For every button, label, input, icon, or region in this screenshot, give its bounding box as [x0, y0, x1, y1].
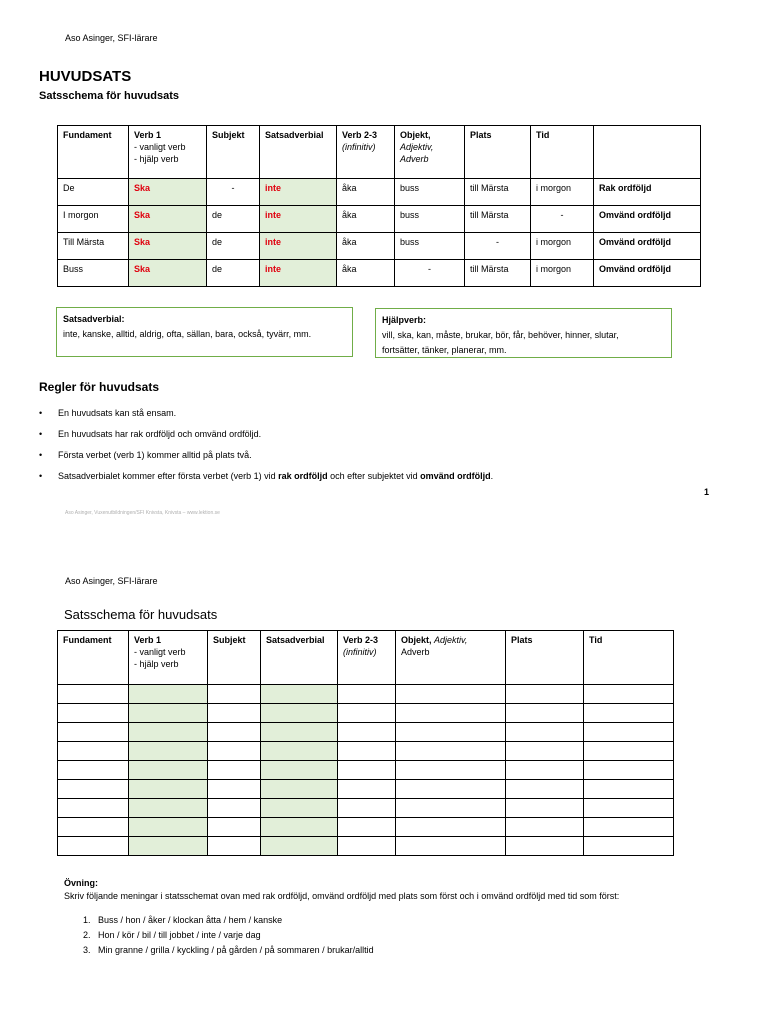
empty-cell: [584, 704, 674, 723]
empty-cell: [396, 780, 506, 799]
empty-cell: [396, 685, 506, 704]
list-item: • En huvudsats har rak ordföljd och omvänd ordföljd.: [39, 428, 719, 449]
cell-tid: i morgon: [531, 233, 594, 260]
item-number: 2.: [83, 930, 91, 940]
cell-satsadverbial: inte: [260, 233, 337, 260]
cell-plats: -: [465, 233, 531, 260]
list-item: [83, 914, 743, 929]
satsadverbial-box: [56, 307, 353, 357]
cell-satsadverbial: inte: [260, 260, 337, 287]
cell-verb1: Ska: [129, 206, 207, 233]
list-item: • En huvudsats kan stå ensam.: [39, 407, 719, 428]
author-line: Aso Asinger, SFI-lärare: [65, 33, 158, 43]
table-row: [58, 818, 674, 837]
empty-cell: [584, 685, 674, 704]
cell-objekt: buss: [395, 206, 465, 233]
satsadverbial-box-text: inte, kanske, alltid, aldrig, ofta, sällan, bara, också, tyvärr, mm.: [63, 329, 312, 339]
table-row: [58, 206, 701, 233]
header-objekt-note: Adjektiv,: [434, 635, 468, 645]
table-row: [58, 685, 674, 704]
empty-cell: [58, 780, 129, 799]
header-plats: Plats: [506, 631, 584, 685]
page-footer: Aso Asinger, Vuxenutbildningen/SFI Knivsta, Knivsta – www.lektion.se: [65, 510, 220, 516]
exercise-title: Övning:: [64, 878, 98, 888]
table-row: [58, 837, 674, 856]
rule4-text: .: [490, 471, 494, 481]
empty-cell: [396, 837, 506, 856]
header-tid: Tid: [531, 126, 594, 179]
cell-verb23: åka: [337, 206, 395, 233]
header-verb1-label: Verb 1: [134, 130, 162, 140]
table-header-row: [58, 126, 701, 179]
empty-cell: [261, 818, 338, 837]
table-row: [58, 799, 674, 818]
empty-cell: [506, 780, 584, 799]
item-text: Hon / kör / bil / till jobbet / inte / varje dag: [98, 930, 261, 940]
empty-cell: [129, 761, 208, 780]
empty-cell: [338, 837, 396, 856]
empty-cell: [58, 742, 129, 761]
author-line-2: Aso Asinger, SFI-lärare: [65, 576, 158, 586]
list-item: [83, 929, 743, 944]
header-verb1-note: - hjälp verb: [134, 659, 179, 669]
empty-cell: [584, 742, 674, 761]
empty-cell: [129, 723, 208, 742]
header-verb1: [129, 631, 208, 685]
cell-fundament: Buss: [58, 260, 129, 287]
empty-cell: [338, 685, 396, 704]
cell-satsadverbial: inte: [260, 179, 337, 206]
cell-verb1: Ska: [129, 260, 207, 287]
empty-cell: [261, 685, 338, 704]
table-row: [58, 704, 674, 723]
empty-cell: [506, 761, 584, 780]
empty-cell: [129, 799, 208, 818]
hjalpverb-box-line: fortsätter, tänker, planerar, mm.: [382, 345, 507, 355]
cell-verb23: åka: [337, 260, 395, 287]
empty-cell: [261, 837, 338, 856]
cell-ordfoljd: Omvänd ordföljd: [594, 233, 701, 260]
header-empty: [594, 126, 701, 179]
empty-cell: [396, 742, 506, 761]
exercise-instruction: Skriv följande meningar i statsschemat ovan med rak ordföljd, omvänd ordföljd med plats som först och i omvänd ordföljd med tid som först:: [64, 891, 620, 901]
empty-cell: [208, 685, 261, 704]
header-verb1: [129, 126, 207, 179]
empty-cell: [506, 837, 584, 856]
header-objekt-label: Objekt,: [400, 130, 431, 140]
empty-cell: [584, 818, 674, 837]
cell-ordfoljd: Rak ordföljd: [594, 179, 701, 206]
cell-verb23: åka: [337, 233, 395, 260]
rule4-text: och efter subjektet vid: [327, 471, 421, 481]
empty-cell: [208, 780, 261, 799]
empty-cell: [261, 723, 338, 742]
page2-title: Satsschema för huvudsats: [64, 607, 218, 622]
table-row: [58, 761, 674, 780]
cell-objekt: -: [395, 260, 465, 287]
empty-cell: [208, 742, 261, 761]
header-verb1-note: - vanligt verb: [134, 647, 186, 657]
empty-cell: [338, 780, 396, 799]
header-subjekt: Subjekt: [208, 631, 261, 685]
cell-objekt: buss: [395, 179, 465, 206]
empty-cell: [58, 723, 129, 742]
empty-cell: [338, 761, 396, 780]
empty-cell: [506, 742, 584, 761]
empty-cell: [129, 704, 208, 723]
empty-cell: [584, 837, 674, 856]
table-header-row: [58, 631, 674, 685]
cell-fundament: I morgon: [58, 206, 129, 233]
item-text: Buss / hon / åker / klockan åtta / hem / kanske: [98, 915, 283, 925]
empty-cell: [584, 723, 674, 742]
table-row: [58, 742, 674, 761]
table-row: [58, 723, 674, 742]
header-subjekt: Subjekt: [207, 126, 260, 179]
empty-cell: [261, 704, 338, 723]
empty-cell: [129, 742, 208, 761]
rules-heading: Regler för huvudsats: [39, 380, 160, 394]
empty-cell: [261, 761, 338, 780]
header-objekt-note: Adjektiv,: [400, 142, 434, 152]
empty-cell: [396, 704, 506, 723]
list-item: • Första verbet (verb 1) kommer alltid på plats två.: [39, 449, 719, 470]
header-fundament: Fundament: [58, 631, 129, 685]
empty-cell: [58, 837, 129, 856]
empty-cell: [506, 723, 584, 742]
exercise-block: [64, 877, 744, 903]
empty-cell: [208, 761, 261, 780]
empty-cell: [506, 704, 584, 723]
header-tid: Tid: [584, 631, 674, 685]
empty-cell: [208, 818, 261, 837]
header-verb1-note: - hjälp verb: [134, 154, 179, 164]
empty-cell: [58, 761, 129, 780]
empty-cell: [338, 799, 396, 818]
header-verb23: [338, 631, 396, 685]
rule4-text: Satsadverbialet kommer efter första verbet (verb 1) vid: [58, 471, 279, 481]
empty-cell: [208, 723, 261, 742]
empty-cell: [338, 723, 396, 742]
cell-ordfoljd: Omvänd ordföljd: [594, 260, 701, 287]
page-number: 1: [704, 487, 710, 497]
cell-subjekt: de: [207, 206, 260, 233]
empty-cell: [584, 780, 674, 799]
empty-cell: [338, 818, 396, 837]
empty-cell: [338, 704, 396, 723]
page-title: HUVUDSATS: [39, 68, 132, 85]
cell-satsadverbial: inte: [260, 206, 337, 233]
cell-plats: till Märsta: [465, 260, 531, 287]
rules-list: [39, 407, 719, 491]
page-subtitle: Satsschema för huvudsats: [39, 90, 179, 102]
empty-cell: [396, 761, 506, 780]
empty-cell: [208, 799, 261, 818]
cell-tid: -: [531, 206, 594, 233]
empty-cell: [506, 799, 584, 818]
empty-cell: [129, 818, 208, 837]
empty-cell: [261, 799, 338, 818]
cell-subjekt: de: [207, 233, 260, 260]
header-objekt: [396, 631, 506, 685]
sentence-schema-table: [57, 125, 701, 287]
table-row: [58, 179, 701, 206]
item-number: 3.: [83, 945, 91, 955]
header-verb23-label: Verb 2-3: [343, 635, 379, 645]
cell-verb1: Ska: [129, 233, 207, 260]
cell-objekt: buss: [395, 233, 465, 260]
cell-verb23: åka: [337, 179, 395, 206]
rule4-rak-ordfoljd: rak ordföljd: [278, 471, 328, 481]
table-row: [58, 260, 701, 287]
item-number: 1.: [83, 915, 91, 925]
hjalpverb-box-line: vill, ska, kan, måste, brukar, bör, får, behöver, hinner, slutar,: [382, 330, 619, 340]
list-item: [39, 470, 719, 491]
empty-cell: [129, 837, 208, 856]
header-objekt-note: Adverb: [400, 154, 429, 164]
cell-fundament: De: [58, 179, 129, 206]
header-verb23-note: (infinitiv): [342, 142, 376, 152]
empty-cell: [129, 780, 208, 799]
item-text: Min granne / grilla / kyckling / på gården / på sommaren / brukar/alltid: [98, 945, 374, 955]
cell-tid: i morgon: [531, 260, 594, 287]
header-objekt-note: Adverb: [401, 647, 430, 657]
cell-ordfoljd: Omvänd ordföljd: [594, 206, 701, 233]
cell-plats: till Märsta: [465, 206, 531, 233]
header-satsadverbial: Satsadverbial: [260, 126, 337, 179]
header-objekt: [395, 126, 465, 179]
satsadverbial-box-title: Satsadverbial:: [63, 314, 125, 324]
empty-cell: [129, 685, 208, 704]
header-plats: Plats: [465, 126, 531, 179]
cell-subjekt: de: [207, 260, 260, 287]
rule4-omvand-ordfoljd: omvänd ordföljd: [420, 471, 491, 481]
header-objekt-label: Objekt,: [401, 635, 432, 645]
header-verb1-label: Verb 1: [134, 635, 162, 645]
cell-subjekt: -: [207, 179, 260, 206]
header-satsadverbial: Satsadverbial: [261, 631, 338, 685]
cell-verb1: Ska: [129, 179, 207, 206]
empty-cell: [58, 799, 129, 818]
empty-cell: [584, 799, 674, 818]
header-verb23: [337, 126, 395, 179]
header-verb23-label: Verb 2-3: [342, 130, 378, 140]
cell-plats: till Märsta: [465, 179, 531, 206]
empty-cell: [261, 742, 338, 761]
empty-cell: [396, 818, 506, 837]
hjalpverb-box: [375, 308, 672, 358]
header-verb1-note: - vanligt verb: [134, 142, 186, 152]
empty-cell: [261, 780, 338, 799]
empty-cell: [584, 761, 674, 780]
header-fundament: Fundament: [58, 126, 129, 179]
empty-cell: [58, 685, 129, 704]
empty-cell: [338, 742, 396, 761]
list-item: [83, 944, 743, 959]
cell-tid: i morgon: [531, 179, 594, 206]
empty-cell: [208, 704, 261, 723]
table-row: [58, 233, 701, 260]
hjalpverb-box-title: Hjälpverb:: [382, 315, 427, 325]
empty-cell: [396, 799, 506, 818]
empty-cell: [396, 723, 506, 742]
header-verb23-note: (infinitiv): [343, 647, 377, 657]
empty-cell: [58, 818, 129, 837]
empty-cell: [506, 685, 584, 704]
cell-fundament: Till Märsta: [58, 233, 129, 260]
empty-cell: [58, 704, 129, 723]
exercise-list: [83, 914, 743, 959]
empty-cell: [208, 837, 261, 856]
blank-schema-table: [57, 630, 674, 856]
empty-cell: [506, 818, 584, 837]
table-row: [58, 780, 674, 799]
